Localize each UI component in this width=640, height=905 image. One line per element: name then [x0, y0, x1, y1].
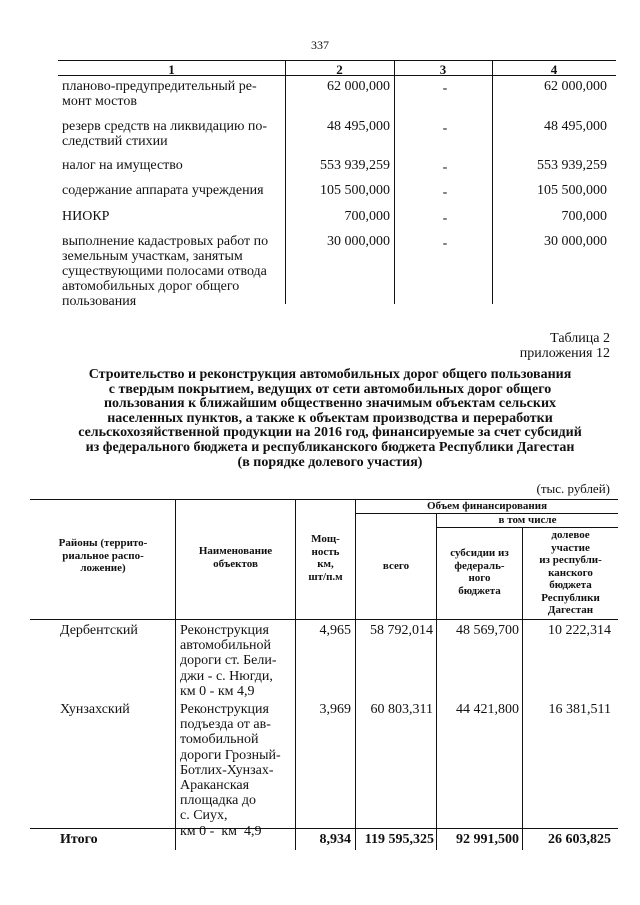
table1-row6-name-line2: земельным участкам, занятым: [62, 249, 243, 264]
table2-header-bottom-rule: [30, 619, 618, 620]
row2-object-line4: дороги Грозный-: [180, 747, 281, 763]
title-line1: Строительство и реконструкция автомобильных дорог общего пользования: [88, 367, 572, 382]
row2-object-line3: томобильной: [180, 732, 259, 748]
title-line5: сельскохозяйственной продукции на 2016 год, финансируемые за счет субсидий: [78, 425, 582, 441]
header-federal-line2: федераль-: [454, 559, 505, 572]
table1-header-4: 4: [550, 62, 558, 77]
table1-row6-name-line1: выполнение кадастровых работ по: [62, 234, 269, 249]
header-funding: Объем финансирования: [426, 500, 548, 512]
header-republic: [523, 529, 618, 617]
table2-title: [40, 368, 620, 470]
row1-object: [180, 623, 294, 699]
table1-col-divider-2: [394, 60, 395, 304]
total-sum: 119 595,325: [364, 832, 434, 847]
row2-object-line8: с. Сиух,: [180, 808, 228, 824]
row2-total: 60 803,311: [370, 702, 433, 717]
total-label: Итого: [60, 832, 98, 847]
header-including: в том числе: [498, 514, 557, 526]
table1-row2-name: [62, 119, 282, 149]
table1-col-divider-3: [492, 60, 493, 304]
table1-row2-col4: 48 495,000: [544, 119, 607, 134]
table1-row1-col4: 62 000,000: [544, 79, 607, 94]
header-federal-line1: субсидии из: [450, 547, 509, 559]
table1-row6-name-line3: существующими полосами отвода: [62, 264, 267, 279]
header-district-line2: риальное распо-: [62, 549, 144, 562]
table1-row2-col2: 48 495,000: [327, 119, 390, 134]
row1-district: Дербентский: [60, 623, 138, 638]
table1-row5-name: НИОКР: [62, 209, 110, 224]
table1-top-rule: [58, 60, 616, 61]
table1-row4-name: содержание аппарата учреждения: [62, 183, 264, 198]
caption-line1: Таблица 2: [550, 331, 610, 346]
header-capacity-line1: Мощ-: [311, 533, 340, 545]
table1-row2-name-line2: следствий стихии: [62, 134, 168, 149]
table1-row1-name-line2: монт мостов: [62, 94, 137, 109]
table1-row2-col3: -: [442, 121, 448, 136]
table2-including-rule: [436, 527, 618, 528]
table1-row1-name: [62, 79, 282, 109]
title-line6: из федерального бюджета и республиканского бюджета Республики Дагестан: [85, 439, 575, 455]
header-federal: [437, 547, 522, 597]
table1-row5-col2: 700,000: [344, 209, 390, 224]
row2-object-line5: Ботлих-Хунзах-: [180, 762, 274, 778]
table1-row6-col3: -: [442, 236, 448, 251]
table1-row3-col3: -: [442, 160, 448, 175]
row1-total: 58 792,014: [370, 623, 433, 638]
table1-row5-col4: 700,000: [561, 209, 607, 224]
table1-header-1: 1: [168, 62, 175, 77]
header-capacity-line4: шт/п.м: [308, 570, 343, 583]
table1-row6-name-line5: пользования: [62, 294, 137, 309]
row1-object-line1: Реконструкция: [180, 623, 269, 638]
row2-object-line7: площадка до: [180, 793, 257, 809]
table1-row6-name-line4: автомобильных дорог общего: [62, 279, 240, 294]
header-federal-line3: ного: [468, 572, 491, 584]
table1-row3-col4: 553 939,259: [537, 158, 607, 173]
title-line4: населенных пунктов, а также к объектам производства и переработки: [107, 410, 553, 426]
header-district: [32, 537, 174, 575]
table1-row1-col3: -: [442, 81, 448, 96]
total-federal: 92 991,500: [456, 832, 519, 847]
row1-object-line4: джи - с. Нюгди,: [180, 668, 273, 684]
row2-object-line6: Араканская: [180, 778, 250, 794]
table2-vrule-3: [355, 499, 356, 850]
row2-object-line9: км 0 - км 4,9: [180, 823, 262, 839]
row2-object-line1: Реконструкция: [180, 702, 269, 717]
header-object-line2: объектов: [213, 557, 258, 570]
table1-row1-name-line1: планово-предупредительный ре-: [62, 79, 257, 94]
table1-row4-col4: 105 500,000: [537, 183, 607, 198]
header-capacity: [296, 533, 355, 583]
total-republic: 26 603,825: [548, 832, 611, 847]
table1-header-2: 2: [336, 62, 343, 77]
table1-row3-name: налог на имущество: [62, 158, 183, 173]
total-capacity: 8,934: [319, 832, 351, 847]
header-republic-line6: Республики: [541, 591, 600, 604]
table1-row6-col2: 30 000,000: [327, 234, 390, 249]
header-republic-line7: Дагестан: [547, 604, 594, 616]
units-label: (тыс. рублей): [536, 481, 610, 496]
row2-district: Хунзахский: [60, 702, 130, 717]
row1-capacity: 4,965: [319, 623, 351, 638]
header-republic-line3: из республи-: [539, 554, 602, 566]
row1-federal: 48 569,700: [456, 623, 519, 638]
caption-line2: приложения 12: [519, 346, 610, 361]
row2-object: [180, 702, 294, 839]
header-federal-line4: бюджета: [458, 584, 501, 597]
page-number: 337: [311, 38, 329, 52]
row2-object-line2: подъезда от ав-: [180, 717, 271, 733]
table1-header-3: 3: [439, 62, 447, 77]
table1-row2-name-line1: резерв средств на ликвидацию по-: [62, 119, 268, 134]
row1-object-line3: дороги ст. Бели-: [180, 653, 277, 669]
table1-row4-col2: 105 500,000: [320, 183, 390, 198]
row1-republic: 10 222,314: [548, 623, 611, 638]
row1-object-line5: км 0 - км 4,9: [180, 683, 255, 699]
table1-row1-col2: 62 000,000: [327, 79, 390, 94]
title-line3: пользования к ближайшим общественно значимым объектам сельских: [103, 396, 557, 412]
table2-caption: [520, 331, 610, 361]
row2-capacity: 3,969: [319, 702, 351, 717]
table1-row4-col3: -: [442, 185, 448, 200]
row2-republic: 16 381,511: [548, 702, 611, 717]
header-object: [176, 545, 295, 570]
header-capacity-line3: км,: [317, 558, 334, 570]
header-capacity-line2: ность: [311, 545, 340, 558]
table1-col-divider-1: [285, 60, 286, 304]
header-republic-line1: долевое: [551, 529, 590, 541]
row1-object-line2: автомобильной: [180, 638, 271, 654]
header-total: всего: [382, 560, 410, 572]
table1-row6-name: [62, 234, 282, 309]
table2-total-rule: [30, 828, 618, 829]
header-republic-line5: бюджета: [549, 579, 592, 591]
header-republic-line2: участие: [551, 541, 590, 554]
header-object-line1: Наименование: [198, 545, 273, 557]
table1-row6-col4: 30 000,000: [544, 234, 607, 249]
table1-row5-col3: -: [442, 211, 448, 226]
row2-federal: 44 421,800: [456, 702, 519, 717]
table1-row3-col2: 553 939,259: [320, 158, 390, 173]
title-line2: с твердым покрытием, ведущих от сети автомобильных дорог общего: [108, 381, 552, 397]
header-district-line1: Районы (террито-: [58, 537, 148, 549]
header-republic-line4: канского: [548, 566, 593, 579]
header-district-line3: ложение): [80, 562, 126, 574]
title-line7: (в порядке долевого участия): [237, 454, 423, 470]
